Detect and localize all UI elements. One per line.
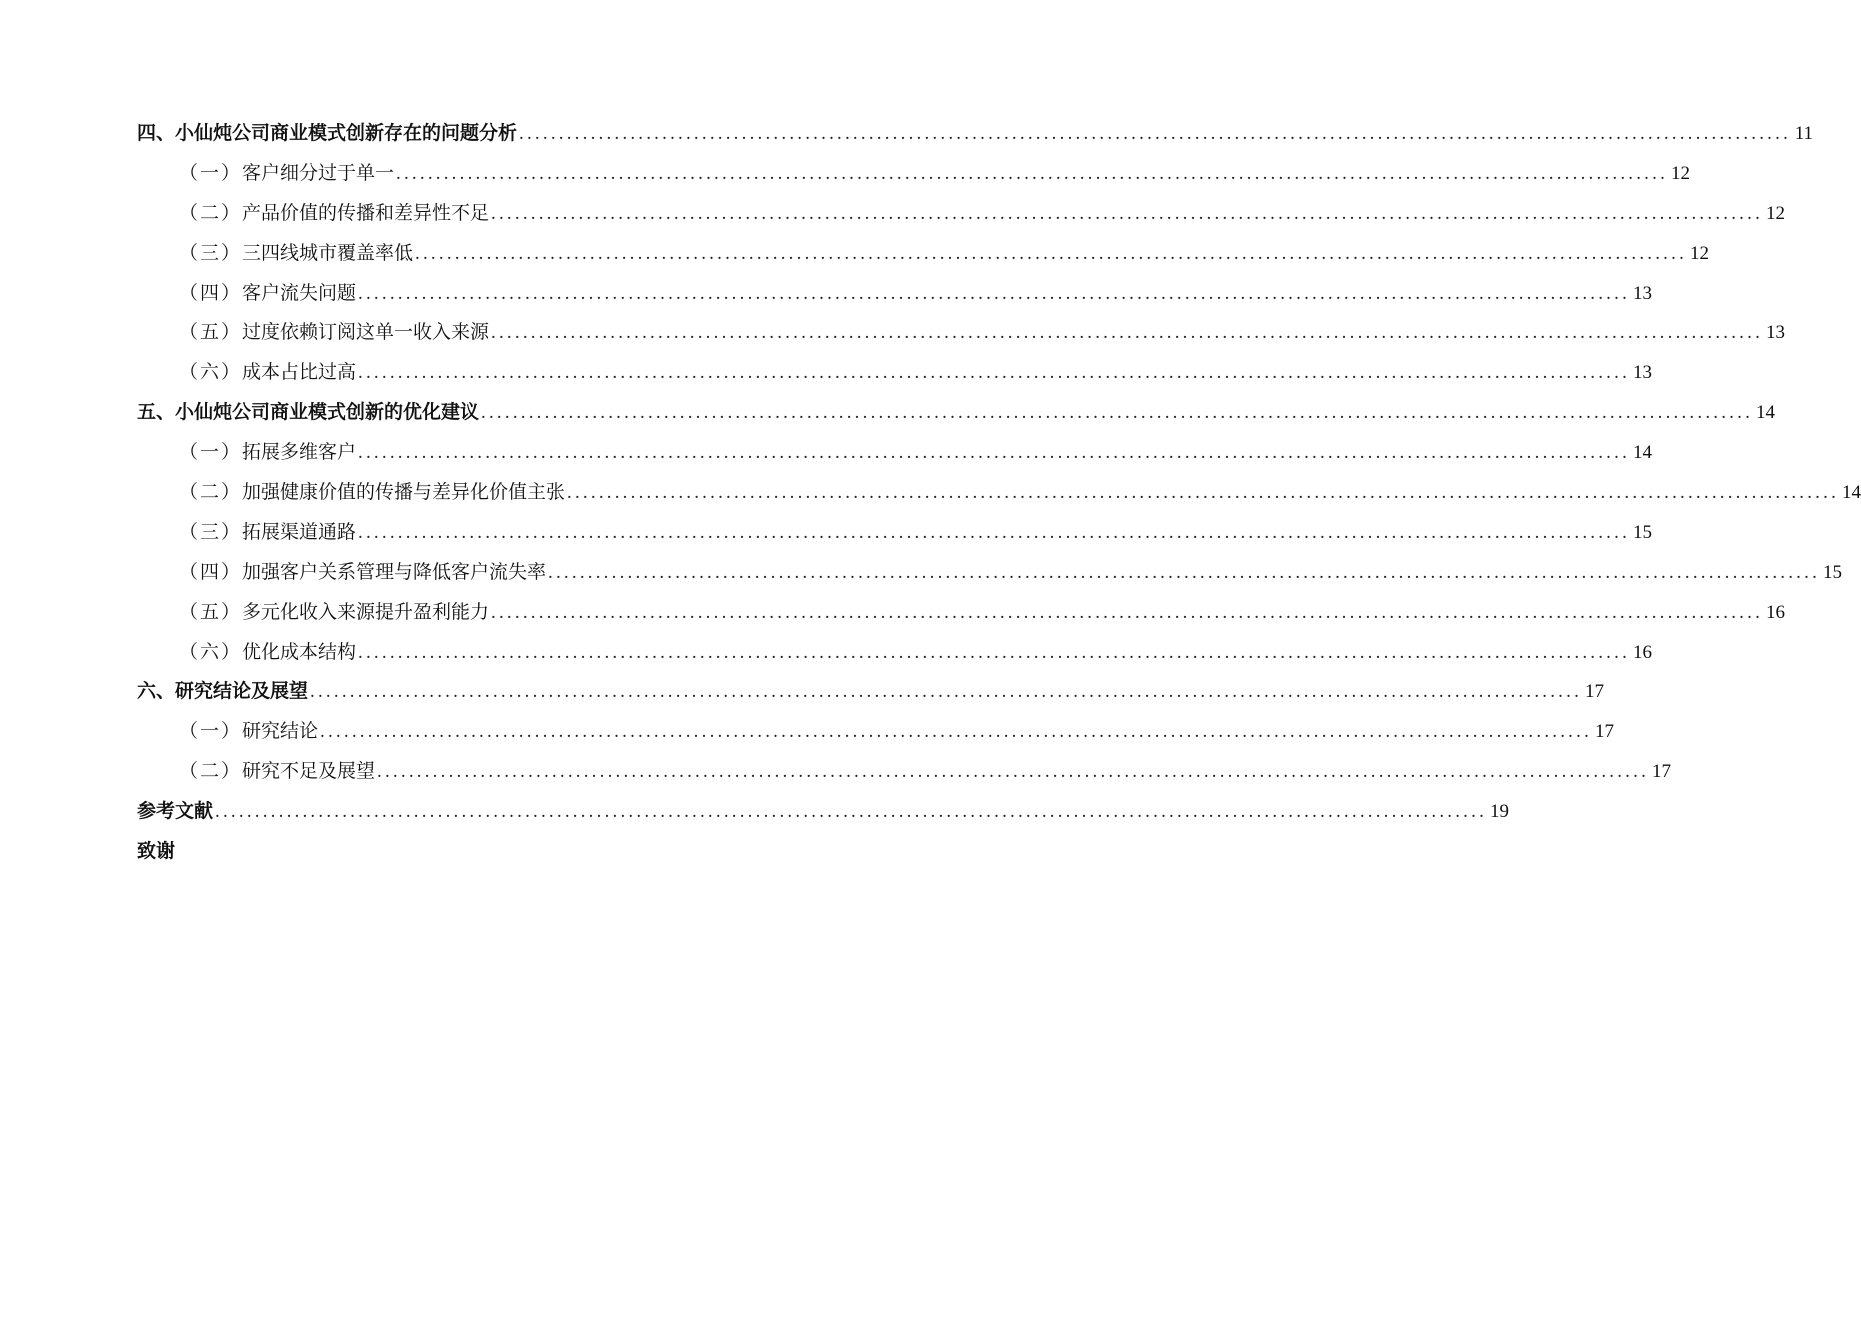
- toc-page-number: 13: [1633, 282, 1653, 304]
- toc-section-entry[interactable]: [137, 194, 1786, 234]
- toc-entry-title: 多元化收入来源提升盈利能力: [242, 600, 490, 623]
- toc-dot-leader: ................................................................................................................................................................: [320, 721, 1593, 743]
- toc-chapter-entry[interactable]: [137, 832, 851, 872]
- toc-entry-number: （一）: [179, 161, 243, 184]
- toc-dot-leader: ................................................................................................................................................................: [358, 442, 1631, 464]
- toc-entry-title: 加强健康价值的传播与差异化价值主张: [242, 481, 566, 504]
- toc-page-number: 19: [1490, 801, 1510, 823]
- toc-entry-number: （二）: [179, 201, 243, 224]
- toc-dot-leader: ................................................................................................................................................................: [215, 801, 1488, 823]
- toc-section-entry[interactable]: [137, 154, 1691, 194]
- toc-entry-number: （三）: [179, 241, 243, 264]
- toc-section-entry[interactable]: [137, 752, 1672, 792]
- toc-chapter-entry[interactable]: [137, 672, 1605, 712]
- toc-entry-number: （二）: [179, 481, 243, 504]
- toc-page-number: 16: [1633, 641, 1653, 663]
- toc-section-entry[interactable]: [137, 473, 1861, 513]
- toc-chapter-entry[interactable]: [137, 114, 1814, 154]
- toc-entry-number: （三）: [179, 520, 243, 543]
- toc-dot-leader: ................................................................................................................................................................: [548, 561, 1821, 583]
- toc-section-entry[interactable]: [137, 712, 1615, 752]
- toc-entry-number: 四、: [137, 122, 176, 144]
- toc-entry-number: （一）: [179, 720, 243, 743]
- toc-entry-number: （五）: [179, 600, 243, 623]
- toc-dot-leader: ................................................................................................................................................................: [519, 123, 1792, 144]
- toc-entry-title: 产品价值的传播和差异性不足: [242, 201, 490, 224]
- toc-page-number: 16: [1766, 601, 1786, 623]
- toc-dot-leader: ................................................................................................................................................................: [358, 282, 1631, 304]
- toc-entry-title: 致谢: [137, 840, 176, 863]
- toc-page-number: 14: [1842, 482, 1861, 504]
- toc-entry-title: 拓展渠道通路: [242, 520, 357, 543]
- toc-section-entry[interactable]: [137, 433, 1653, 473]
- toc-page-number: 12: [1671, 162, 1691, 184]
- toc-chapter-entry[interactable]: [137, 393, 1776, 433]
- toc-entry-number: 六、: [137, 680, 176, 703]
- toc-entry-title: 参考文献: [137, 800, 214, 823]
- toc-page-number: 17: [1585, 681, 1605, 703]
- toc-entry-number: （六）: [179, 361, 243, 384]
- toc-dot-leader: ................................................................................................................................................................: [491, 322, 1764, 344]
- toc-entry-number: （五）: [179, 321, 243, 344]
- toc-page-number: 13: [1633, 362, 1653, 384]
- toc-entry-number: （一）: [179, 441, 243, 464]
- toc-page-number: 11: [1794, 123, 1814, 144]
- toc-section-entry[interactable]: [137, 353, 1653, 393]
- toc-page-number: 12: [1690, 242, 1710, 264]
- toc-section-entry[interactable]: [137, 633, 1653, 673]
- toc-section-entry[interactable]: [137, 553, 1843, 593]
- toc-entry-number: （二）: [179, 760, 243, 783]
- toc-entry-number: （四）: [179, 281, 243, 304]
- toc-entry-title: 研究结论及展望: [175, 680, 309, 703]
- toc-page-number: 15: [1823, 561, 1843, 583]
- toc-page-number: 12: [1766, 202, 1786, 224]
- toc-dot-leader: ................................................................................................................................................................: [310, 681, 1583, 703]
- toc-section-entry[interactable]: [137, 274, 1653, 314]
- toc-section-entry[interactable]: [137, 513, 1653, 553]
- toc-page-number: 17: [1595, 721, 1615, 743]
- toc-page-number: 17: [1652, 761, 1672, 783]
- table-of-contents: [137, 114, 1861, 872]
- toc-section-entry[interactable]: [137, 313, 1786, 353]
- toc-entry-title: 研究结论: [242, 720, 319, 743]
- toc-entry-title: 研究不足及展望: [242, 760, 376, 783]
- toc-page-number: 14: [1756, 402, 1776, 424]
- toc-entry-title: 小仙炖公司商业模式创新的优化建议: [175, 401, 480, 424]
- toc-dot-leader: ................................................................................................................................................................: [358, 641, 1631, 663]
- toc-entry-title: 客户流失问题: [242, 281, 357, 304]
- toc-entry-title: 优化成本结构: [242, 640, 357, 663]
- toc-dot-leader: ................................................................................................................................................................: [396, 162, 1669, 184]
- toc-dot-leader: ................................................................................................................................................................: [358, 521, 1631, 543]
- toc-entry-number: （四）: [179, 560, 243, 583]
- toc-page-number: 14: [1633, 442, 1653, 464]
- toc-entry-number: （六）: [179, 640, 243, 663]
- toc-entry-title: 拓展多维客户: [242, 441, 357, 464]
- toc-dot-leader: ................................................................................................................................................................: [415, 242, 1688, 264]
- toc-entry-title: 客户细分过于单一: [242, 161, 395, 184]
- toc-entry-title: 过度依赖订阅这单一收入来源: [242, 321, 490, 344]
- toc-chapter-entry[interactable]: [137, 792, 1510, 832]
- toc-dot-leader: ................................................................................................................................................................: [491, 601, 1764, 623]
- toc-dot-leader: ................................................................................................................................................................: [491, 202, 1764, 224]
- toc-section-entry[interactable]: [137, 593, 1786, 633]
- toc-page-number: 13: [1766, 322, 1786, 344]
- toc-section-entry[interactable]: [137, 234, 1710, 274]
- toc-dot-leader: ................................................................................................................................................................: [377, 761, 1650, 783]
- toc-entry-title: 加强客户关系管理与降低客户流失率: [242, 560, 547, 583]
- toc-page-number: 15: [1633, 521, 1653, 543]
- toc-entry-title: 小仙炖公司商业模式创新存在的问题分析: [175, 122, 518, 144]
- toc-dot-leader: ................................................................................................................................................................: [567, 482, 1840, 504]
- toc-dot-leader: ................................................................................................................................................................: [481, 402, 1754, 424]
- toc-entry-number: 五、: [137, 401, 176, 424]
- toc-dot-leader: ................................................................................................................................................................: [358, 362, 1631, 384]
- toc-entry-title: 成本占比过高: [242, 361, 357, 384]
- toc-entry-title: 三四线城市覆盖率低: [242, 241, 414, 264]
